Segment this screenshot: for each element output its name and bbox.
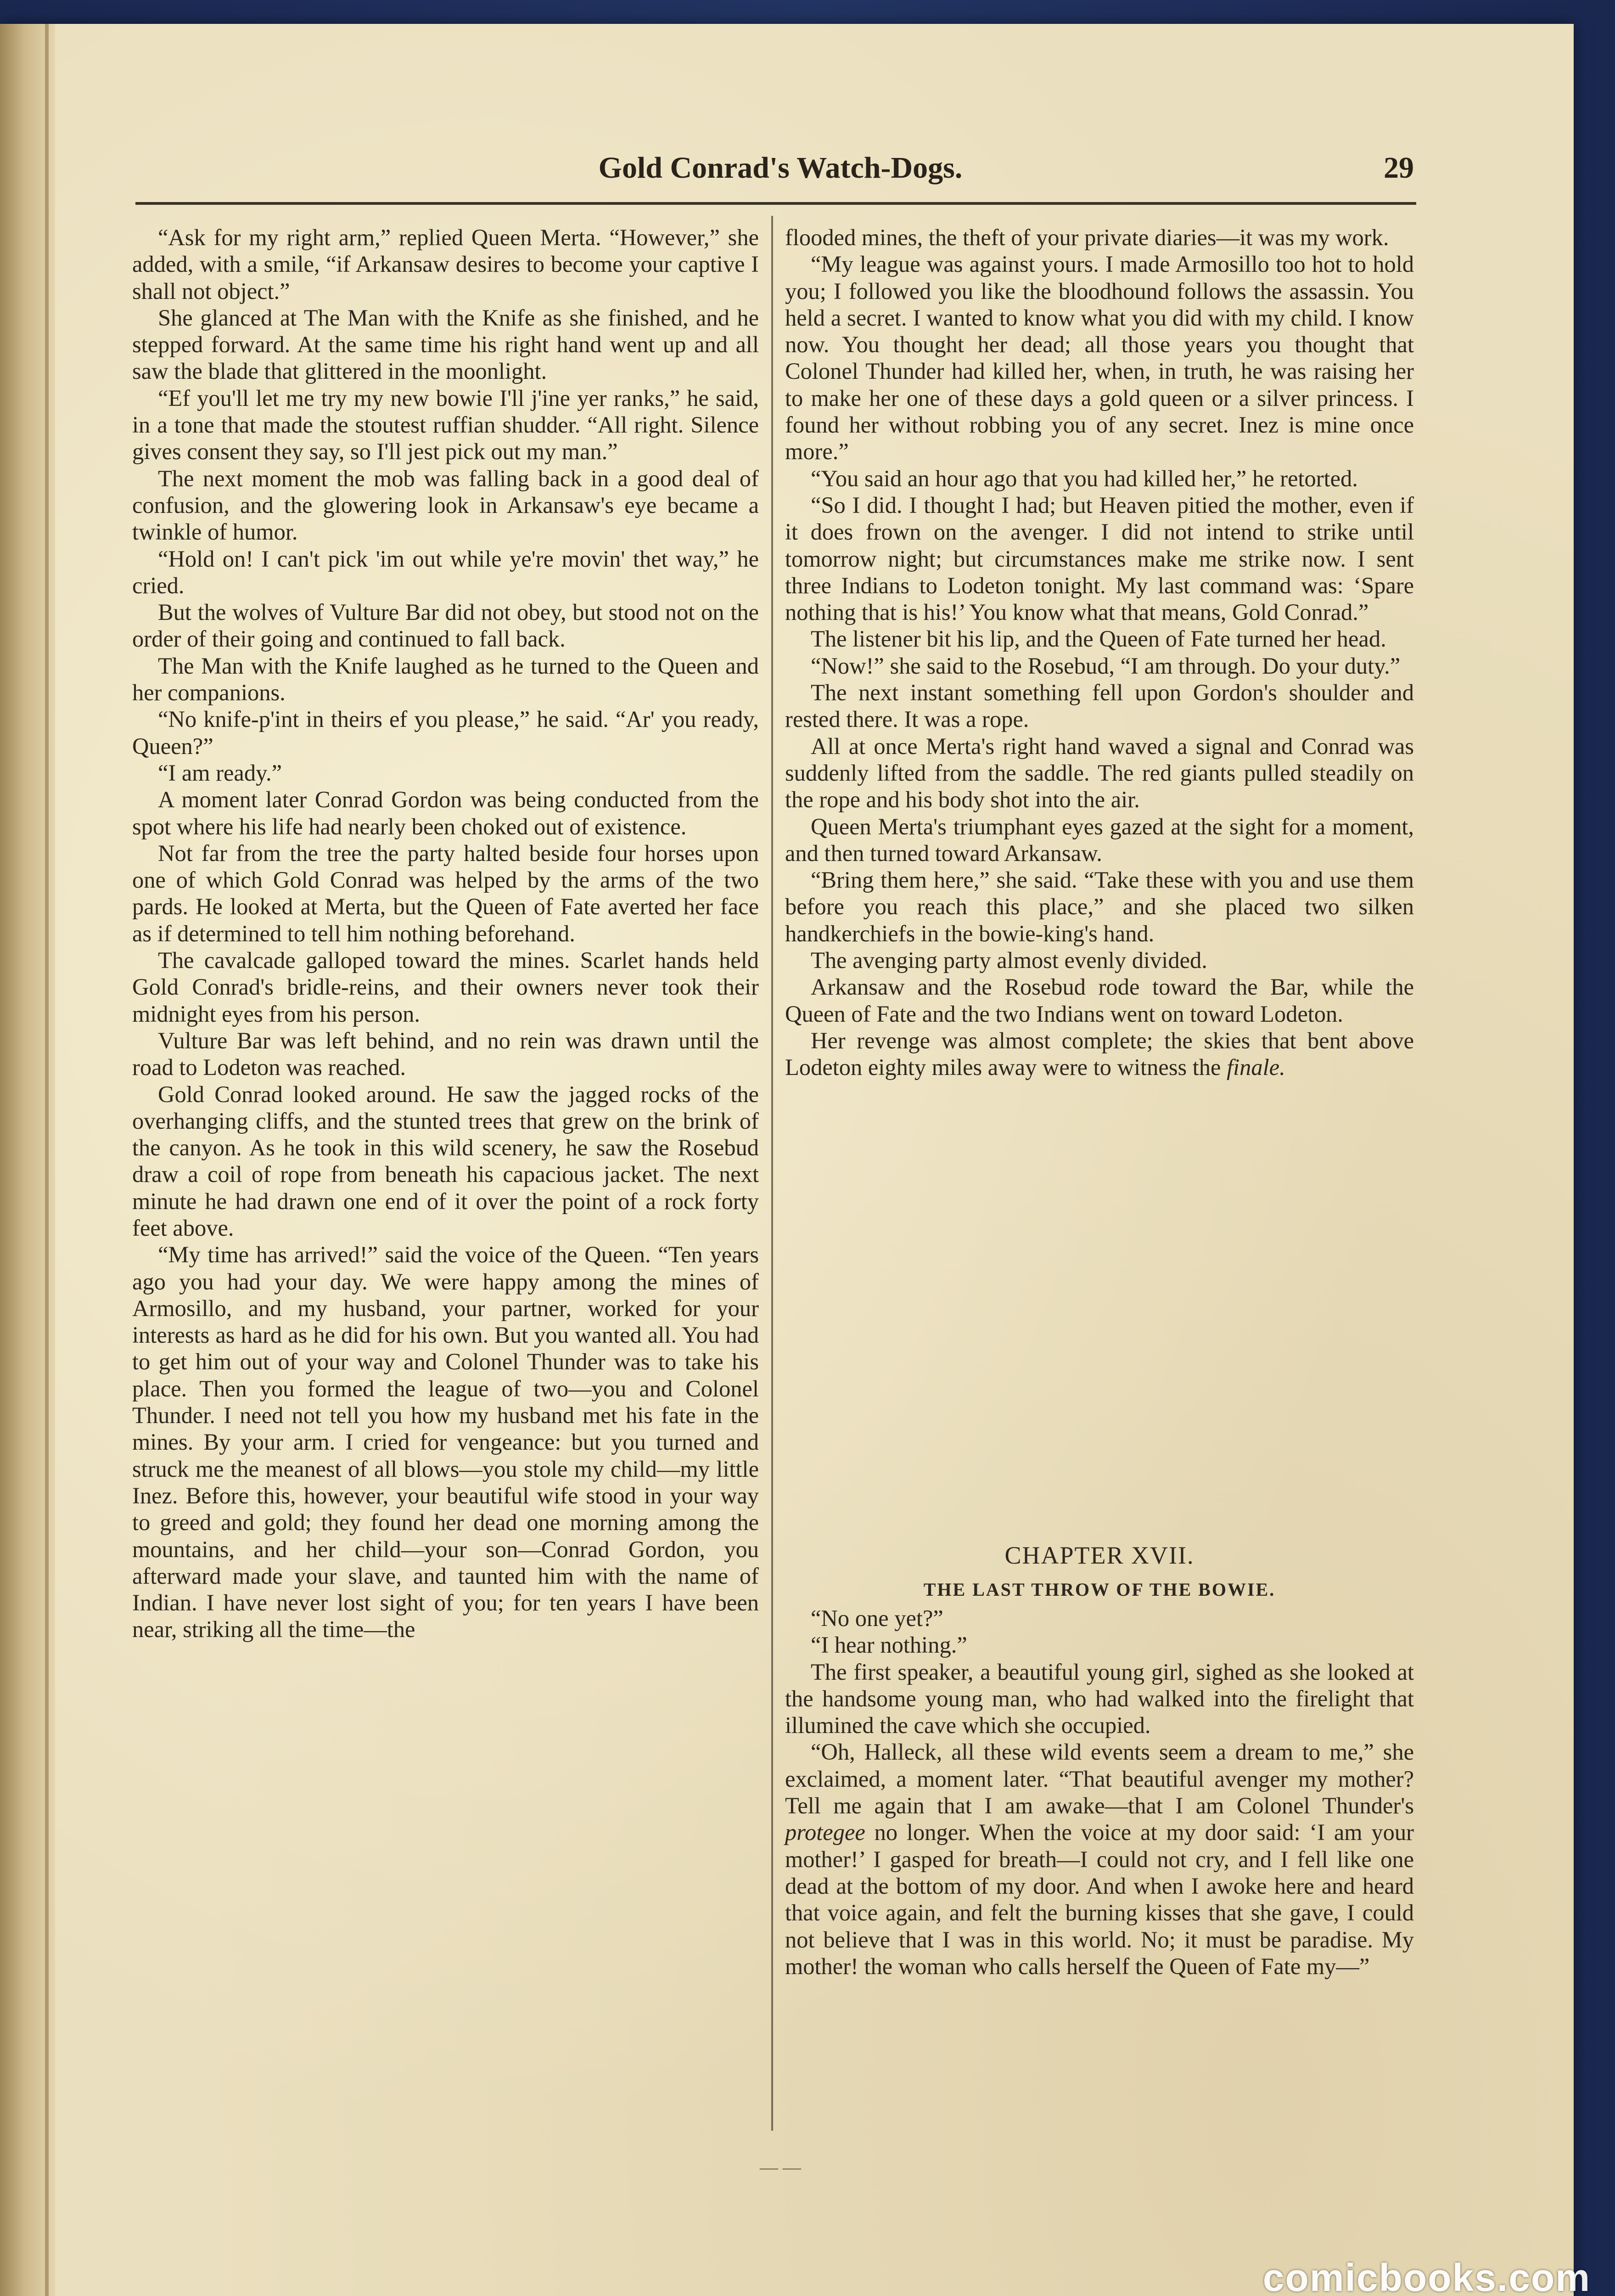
- paragraph: All at once Merta's right hand waved a signal and Conrad was suddenly lifted from the saddle. The red giants pulled steadily on the rope and his body shot into the air.: [785, 733, 1414, 813]
- paragraph: “So I did. I thought I had; but Heaven pitied the mother, even if it does frown on the avenger. I did not intend to strike until tomorrow night; but circumstances make me strike now. I sent three Indians to Lodeton tonight. My last command was: ‘Spare nothing that is his!’ You know what that means, Gold Conrad.”: [785, 492, 1414, 625]
- paragraph: “You said an hour ago that you had killed her,” he retorted.: [811, 465, 1358, 491]
- footer-ornament: — —: [760, 2157, 801, 2178]
- paragraph-text: no longer. When the voice at my door said: ‘I am your mother!’ I gasped for breath—I could not cry, and I fell like one dead at the bottom of my door. And when I awoke here and heard that voice again, and felt the burning kisses that she gave, I could not believe that I was in this world. No; it must be paradise. My mother! the woman who calls herself the Queen of Fate my—”: [785, 1819, 1414, 1979]
- paragraph-text: Her revenge was almost complete; the skies that bent above Lodeton eighty miles away were to witness the: [785, 1027, 1414, 1080]
- header-rule: [135, 202, 1416, 205]
- chapter-text: [785, 1605, 1414, 1980]
- paragraph: The first speaker, a beautiful young girl, sighed as she looked at the handsome young man, who had walked into the firelight that illumined the cave which she occupied.: [785, 1659, 1414, 1739]
- paragraph: “I hear nothing.”: [811, 1632, 967, 1658]
- italic-word: protegee: [785, 1819, 865, 1846]
- chapter-subtitle: THE LAST THROW OF THE BOWIE.: [923, 1579, 1276, 1600]
- paragraph: “Ef you'll let me try my new bowie I'll j'ine yer ranks,” he said, in a tone that made the stoutest ruffian shudder. “All right. Silence gives consent they say, so I'll jest pick out my man.”: [132, 385, 759, 465]
- paragraph: Not far from the tree the party halted beside four horses upon one of which Gold Conrad was helped by the arms of the two pards. He looked at Merta, but the Queen of Fate averted her face as if determined to tell him nothing beforehand.: [132, 840, 759, 946]
- paragraph: “My league was against yours. I made Armosillo too hot to hold you; I followed you like the bloodhound follows the assassin. You held a secret. I wanted to know what you did with my child. I know now. You thought her dead; all those years you thought that Colonel Thunder had killed her, when, in truth, he was raising her to make her one of these days a gold queen or a silver princess. I found her without robbing you of any secret. Inez is mine once more.”: [785, 251, 1414, 465]
- left-column: [132, 224, 759, 1643]
- paragraph: The next moment the mob was falling back in a good deal of confusion, and the glowering look in Arkansaw's eye became a twinkle of humor.: [132, 465, 759, 545]
- paragraph: Gold Conrad looked around. He saw the jagged rocks of the overhanging cliffs, and the stunted trees that grew on the brink of the canyon. As he took in this wild scenery, he saw the Rosebud draw a coil of rope from beneath his capacious jacket. The next minute he had drawn one end of it over the point of a rock forty feet above.: [132, 1081, 759, 1241]
- paragraph: “Bring them here,” she said. “Take these with you and use them before you reach this place,” and she placed two silken handkerchiefs in the bowie-king's hand.: [785, 867, 1414, 946]
- paragraph: Vulture Bar was left behind, and no rein was drawn until the road to Lodeton was reached.: [132, 1027, 759, 1080]
- paragraph: Queen Merta's triumphant eyes gazed at the sight for a moment, and then turned toward Arkansaw.: [785, 813, 1414, 866]
- paragraph: She glanced at The Man with the Knife as she finished, and he stepped forward. At the same time his right hand went up and all saw the blade that glittered in the moonlight.: [132, 304, 759, 384]
- paragraph: But the wolves of Vulture Bar did not obey, but stood not on the order of their going and continued to fall back.: [132, 599, 759, 652]
- paragraph: “No knife-p'int in theirs ef you please,” he said. “Ar' you ready, Queen?”: [132, 706, 759, 759]
- paragraph: The listener bit his lip, and the Queen of Fate turned her head.: [811, 626, 1386, 652]
- spine-edge: [45, 24, 49, 2296]
- running-head: Gold Conrad's Watch-Dogs.: [598, 151, 963, 185]
- paragraph: “Now!” she said to the Rosebud, “I am through. Do your duty.”: [811, 653, 1401, 679]
- paragraph: “My time has arrived!” said the voice of the Queen. “Ten years ago you had your day. We were happy among the mines of Armosillo, and my husband, your partner, worked for your interests as hard as he did for his own. But you wanted all. You had to get him out of your way and Colonel Thunder was to take his place. Then you formed the league of two—you and Colonel Thunder. I need not tell you how my husband met his fate in the mines. By your arm. I cried for vengeance: but you turned and struck me the meanest of all blows—you stole my child—my little Inez. Before this, however, your beautiful wife stood in your way to greed and gold; they found her dead one morning among the mountains, and her child—your son—Conrad Gordon, you afterward made your slave, and taunted him with the name of Indian. I have never lost sight of you; for ten years I have been near, striking all the time—the: [132, 1242, 759, 1643]
- column-divider: [771, 216, 773, 2131]
- chapter-title: CHAPTER XVII.: [1004, 1542, 1194, 1569]
- paragraph: “I am ready.”: [158, 760, 282, 786]
- paragraph: The next instant something fell upon Gordon's shoulder and rested there. It was a rope.: [785, 680, 1414, 732]
- paragraph: The cavalcade galloped toward the mines. Scarlet hands held Gold Conrad's bridle-reins, and their owners never took their midnight eyes from his person.: [132, 947, 759, 1027]
- paragraph: The Man with the Knife laughed as he turned to the Queen and her companions.: [132, 653, 759, 706]
- paragraph: “Ask for my right arm,” replied Queen Merta. “However,” she added, with a smile, “if Arkansaw desires to become your captive I shall not object.”: [132, 225, 759, 304]
- paragraph: Arkansaw and the Rosebud rode toward the Bar, while the Queen of Fate and the two Indians went on toward Lodeton.: [785, 974, 1414, 1027]
- paragraph: [785, 1739, 1414, 1980]
- paragraph: [785, 1027, 1414, 1081]
- paragraph-text: “Oh, Halleck, all these wild events seem a dream to me,” she exclaimed, a moment later. “That beautiful avenger my mother? Tell me again that I am awake—that I am Colonel Thunder's: [785, 1739, 1414, 1819]
- paragraph: A moment later Conrad Gordon was being conducted from the spot where his life had nearly been choked out of existence.: [132, 787, 759, 839]
- paragraph: flooded mines, the theft of your private diaries—it was my work.: [785, 225, 1389, 250]
- paragraph: “No one yet?”: [811, 1605, 943, 1631]
- paragraph: “Hold on! I can't pick 'im out while ye're movin' thet way,” he cried.: [132, 546, 759, 598]
- page-number: 29: [1384, 151, 1414, 185]
- italic-word: finale.: [1227, 1054, 1285, 1080]
- right-column: [785, 224, 1414, 1081]
- paragraph: The avenging party almost evenly divided.: [811, 947, 1207, 974]
- watermark: comicbooks.com: [1262, 2256, 1591, 2296]
